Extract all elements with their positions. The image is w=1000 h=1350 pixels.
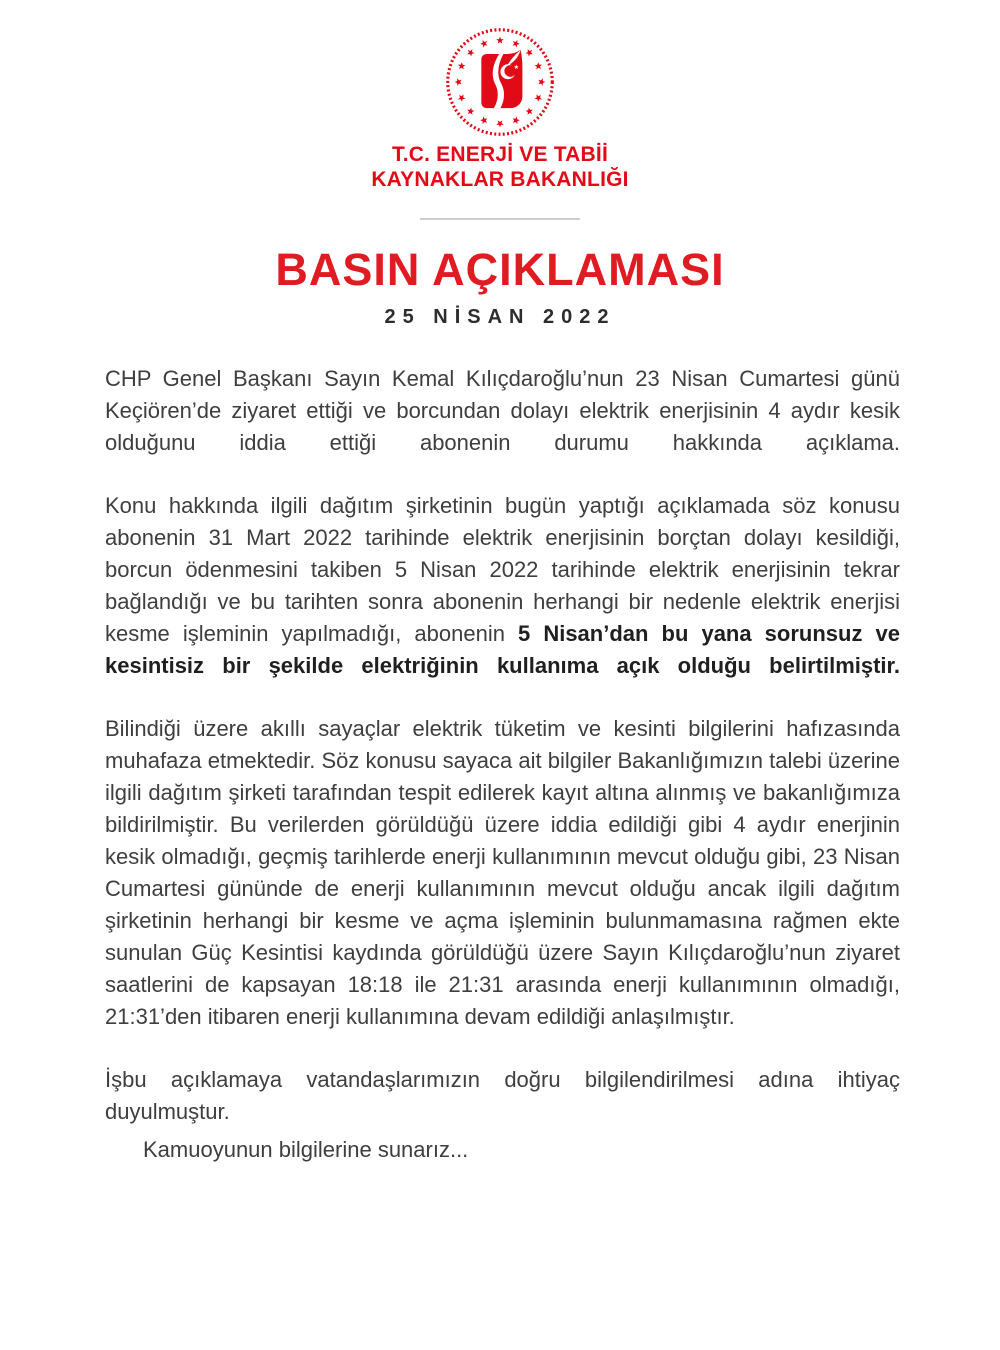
paragraph-company-statement-text: Konu hakkında ilgili dağıtım şirketinin bugün yaptığı açıklamada söz konusu abonenin 31 Mart 2022 tarihinde elektrik enerjisinin borçtan dolayı kesildiği, borcun ödenmesini takiben 5 Nisan 2022 tarihinde elektrik enerjisinin tekrar bağlandığı ve bu tarihten sonra abonenin herhangi bir nedenle elektrik enerjisi kesme işleminin yapılmadığı, abonenin [105, 493, 900, 646]
closing-line: Kamuoyunun bilgilerine sunarız... [143, 1137, 469, 1162]
release-date: 25 NİSAN 2022 [384, 306, 616, 328]
ministry-name [0, 142, 1000, 192]
header-divider [420, 218, 580, 220]
ministry-name-line2: KAYNAKLAR BAKANLIĞI [371, 168, 629, 191]
ministry-emblem [444, 26, 556, 138]
paragraph-company-statement-bold: 5 Nisan’dan bu yana sorunsuz ve kesintisiz bir şekilde elektriğinin kullanıma açık olduğu belirtilmiştir. [105, 621, 900, 678]
document-header [0, 26, 1000, 329]
crescent-cutout [504, 65, 516, 77]
page-title: BASIN AÇIKLAMASI [275, 244, 725, 295]
ministry-name-line1: T.C. ENERJİ VE TABİİ [392, 143, 608, 166]
ministry-emblem-icon [444, 26, 556, 138]
paragraph-intro: CHP Genel Başkanı Sayın Kemal Kılıçdaroğlu’nun 23 Nisan Cumartesi günü Keçiören’de ziyaret ettiği ve borcundan dolayı elektrik enerjisinin 4 aydır kesik olduğunu iddia ettiği abonenin durumu hakkında açıklama. [105, 366, 900, 455]
paragraph-purpose: İşbu açıklamaya vatandaşlarımızın doğru bilgilendirilmesi adına ihtiyaç duyulmuştur. [105, 1067, 900, 1124]
paragraph-company-statement [105, 490, 900, 682]
paragraph-meter-data: Bilindiği üzere akıllı sayaçlar elektrik tüketim ve kesinti bilgilerini hafızasında muhafaza etmektedir. Söz konusu sayaca ait bilgiler Bakanlığımızın talebi üzerine ilgili dağıtım şirketi tarafından tespit edilerek kayıt altına alınmış ve bakanlığımıza bildirilmiştir. Bu verilerden görüldüğü üzere iddia edildiği gibi 4 aydır enerjinin kesik olmadığı, geçmiş tarihlerde enerji kullanımının mevcut olduğu gibi, 23 Nisan Cumartesi gününde de enerji kullanımının mevcut olduğu ancak ilgili dağıtım şirketinin herhangi bir kesme ve açma işleminin bulunmamasına rağmen ekte sunulan Güç Kesintisi kaydında görüldüğü üzere Sayın Kılıçdaroğlu’nun ziyaret saatlerini de kapsayan 18:18 ile 21:31 arasında enerji kullanımının olmadığı, 21:31’den itibaren enerji kullanımına devam edildiği anlaşılmıştır. [105, 716, 900, 1029]
press-release-body [0, 363, 1000, 1166]
